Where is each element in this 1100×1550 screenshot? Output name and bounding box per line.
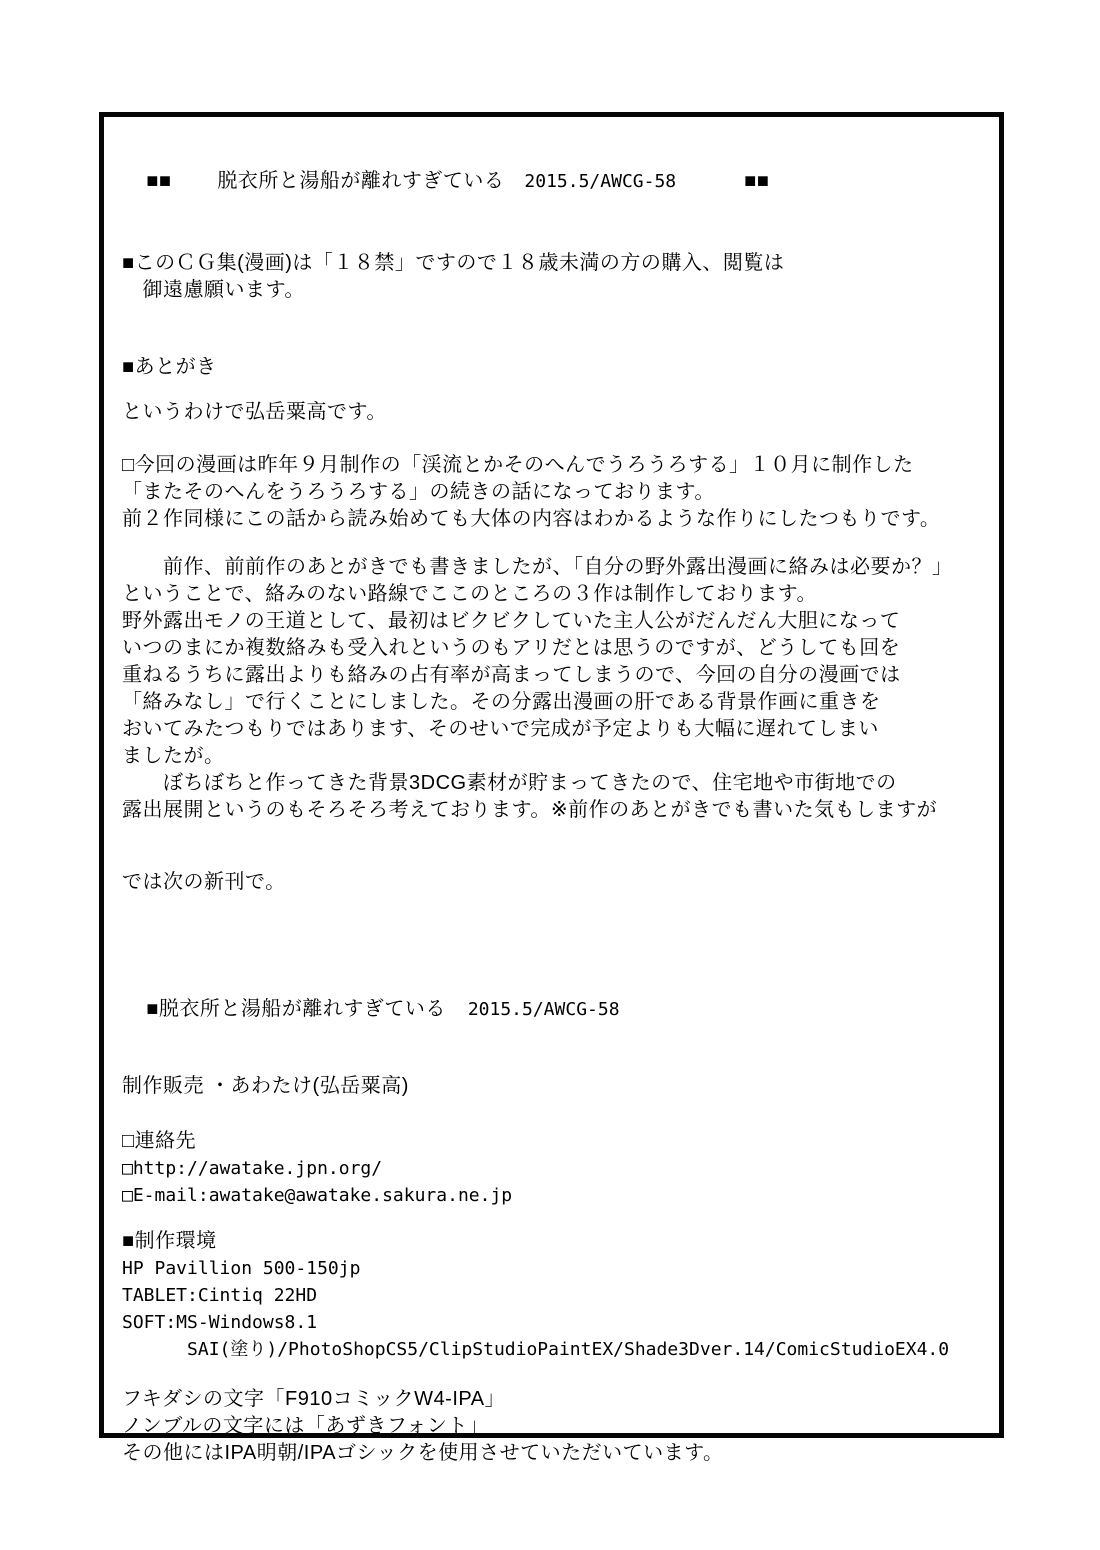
afterword-heading: ■あとがき — [122, 356, 217, 378]
paragraph-1-line-1: □今回の漫画は昨年９月制作の「渓流とかそのへんでうろうろする」１０月に制作した — [122, 454, 914, 476]
header-right-marker: ■■ — [744, 170, 770, 192]
colophon-title: ■脱衣所と湯船が離れすぎている — [146, 998, 446, 1020]
paragraph-2-line-4: いつのまにか複数絡みも受入れというのもアリだとは思うのですが、どうしても回を — [122, 637, 901, 659]
age-notice-line-2: 御遠慮願います。 — [122, 279, 305, 301]
paragraph-2-line-2: ということで、絡みのない路線でここのところの３作は制作しております。 — [122, 583, 817, 605]
font-page-number-line: ノンブルの文字には「あずきフォント」 — [122, 1415, 489, 1437]
paragraph-2 — [122, 554, 981, 824]
email-line: □E-mail:awatake@awatake.sakura.ne.jp — [122, 1185, 513, 1206]
font-other-line: その他にはIPA明朝/IPAゴシックを使用させていただいています。 — [122, 1442, 724, 1464]
age-notice — [122, 250, 981, 304]
closing-line: では次の新刊で。 — [122, 871, 286, 893]
env-pc-line: HP Pavillion 500-150jp — [122, 1258, 361, 1279]
env-software-line: SAI(塗り)/PhotoShopCS5/ClipStudioPaintEX/Shade3Dver.14/ComicStudioEX4.0 — [122, 1339, 950, 1360]
paragraph-1-line-3: 前２作同様にこの話から読み始めても大体の内容はわかるような作りにしたつもりです。 — [122, 508, 941, 530]
paragraph-1 — [122, 452, 981, 533]
fonts-section — [122, 1386, 981, 1467]
paragraph-2-line-3: 野外露出モノの王道として、最初はビクビクしていた主人公がだんだん大胆になって — [122, 610, 901, 632]
doc-code: 2015.5/AWCG-58 — [524, 171, 677, 192]
contact-section — [122, 1128, 981, 1209]
paragraph-2-line-7: おいてみたつもりではあります、そのせいで完成が予定よりも大幅に遅れてしまい — [122, 718, 879, 740]
production-env-section — [122, 1228, 981, 1363]
age-notice-line-1: ■このＣＧ集(漫画)は「１８禁」ですので１８歳未満の方の購入、閲覧は — [122, 252, 785, 274]
paragraph-2-line-8: ましたが。 — [122, 745, 225, 767]
colophon-title-line — [122, 969, 981, 1050]
env-os-line: SOFT:MS-Windows8.1 — [122, 1312, 318, 1333]
paragraph-1-line-2: 「またそのへんをうろうろする」の続きの話になっております。 — [122, 481, 715, 503]
env-tablet-line: TABLET:Cintiq 22HD — [122, 1285, 318, 1306]
colophon-code: 2015.5/AWCG-58 — [467, 999, 620, 1020]
page-border-frame — [99, 112, 1004, 1464]
paragraph-2-line-5: 重ねるうちに露出よりも絡みの占有率が高まってしまうので、今回の自分の漫画では — [122, 664, 901, 686]
paragraph-2-line-6: 「絡みなし」で行くことにしました。その分露出漫画の肝である背景作画に重きを — [122, 691, 881, 713]
publisher-line: 制作販売 ・あわたけ(弘岳粟高) — [122, 1075, 409, 1097]
greeting-line: というわけで弘岳粟高です。 — [122, 401, 387, 423]
font-balloon-line: フキダシの文字「F910コミックW4-IPA」 — [122, 1388, 506, 1410]
paragraph-2-line-9: ぼちぼちと作ってきた背景3DCG素材が貯まってきたので、住宅地や市街地での — [122, 772, 897, 794]
production-env-heading: ■制作環境 — [122, 1230, 217, 1252]
doc-title: 脱衣所と湯船が離れすぎている — [217, 170, 505, 192]
header-title-line — [122, 141, 981, 222]
paragraph-2-line-1: 前作、前前作のあとがきでも書きましたが、「自分の野外露出漫画に絡みは必要か？」 — [122, 556, 953, 578]
contact-heading: □連絡先 — [122, 1130, 197, 1152]
website-line: □http://awatake.jpn.org/ — [122, 1158, 383, 1179]
paragraph-2-line-10: 露出展開というのもそろそろ考えております。※前作のあとがきでも書いた気もしますが — [122, 799, 938, 821]
header-left-marker: ■■ — [146, 170, 172, 192]
